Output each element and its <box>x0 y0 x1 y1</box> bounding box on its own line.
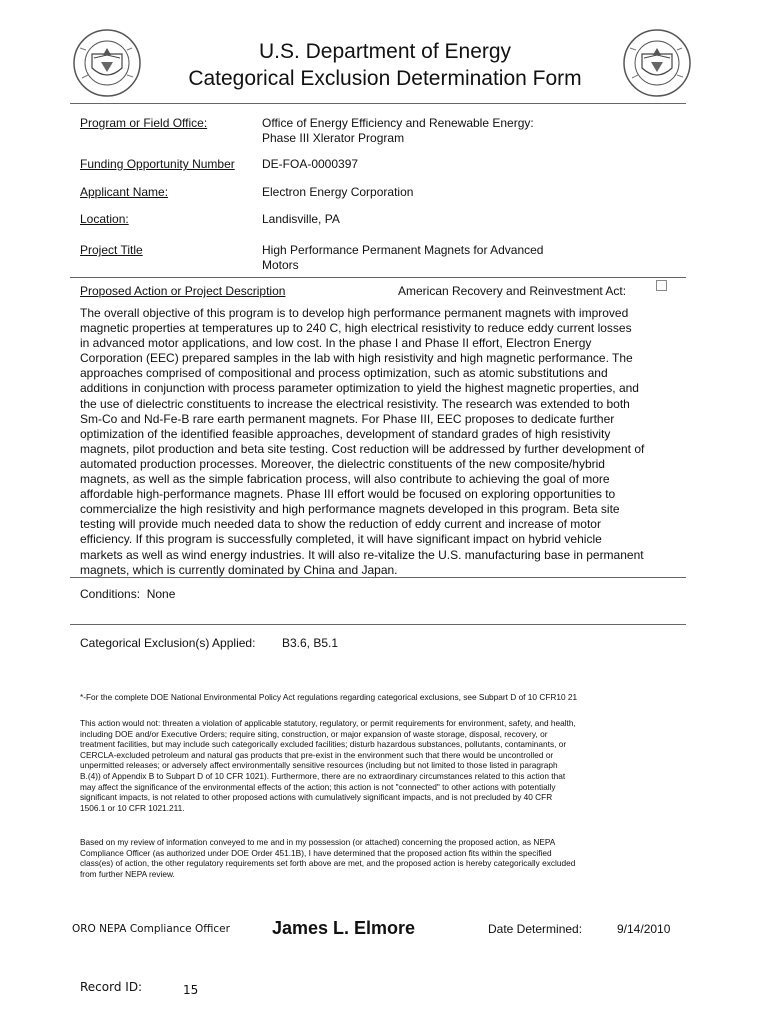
arra-checkbox[interactable] <box>656 280 667 291</box>
fields-divider <box>70 277 686 278</box>
applicant-label: Applicant Name: <box>80 185 169 199</box>
description-line: the use of dielectric constituents to increase the electrical resistivity. The research was extended to both <box>80 396 630 411</box>
action-line: significant impacts, is not related to other proposed actions with cumulatively significant impacts, and is not precluded by 40 CFR <box>80 792 553 803</box>
determination-line: Compliance Officer (as authorized under DOE Order 451.1B), I have determined that the proposed action fits within the specified <box>80 847 552 858</box>
action-statement <box>80 718 692 813</box>
description-line: The overall objective of this program is to develop high performance permanent magnets with improved <box>80 306 629 320</box>
program-label: Program or Field Office: <box>80 116 208 130</box>
project-title-value <box>262 243 592 273</box>
date-determined-value: 9/14/2010 <box>617 922 671 936</box>
description-line: affordable high-performance magnets. Phase III effort would be focused on exploring opportunities to <box>80 487 616 502</box>
action-line: treatment facilities, but may include such categorically excluded facilities; disturb hazardous substances, pollutants, contaminants, or <box>80 739 567 750</box>
action-line: This action would not: threaten a violation of applicable statutory, regulatory, or permit requirements for environment, safety, and health, <box>80 718 576 728</box>
action-line: CERCLA-excluded petroleum and natural gas products that pre-exist in the environment such that there would be uncontrolled or <box>80 749 554 760</box>
officer-label: ORO NEPA Compliance Officer <box>72 923 230 935</box>
determination-line: from further NEPA review. <box>80 868 175 879</box>
header-divider <box>70 103 686 104</box>
description-line: Corporation (EEC) prepared samples in the lab with high resistivity and high magnetic performance. The <box>80 351 633 366</box>
description-line: Sm-Co and Nd-Fe-B rare earth permanent magnets. For Phase III, EEC proposes to dedicate further <box>80 411 615 426</box>
program-value-line-1: Office of Energy Efficiency and Renewable Energy: <box>262 116 534 130</box>
determination-line: class(es) of action, the other regulatory requirements set forth above are met, and the proposed action is hereby categorically excluded <box>80 858 576 869</box>
record-id-label: Record ID: <box>80 980 143 994</box>
applicant-value: Electron Energy Corporation <box>262 185 414 199</box>
location-label: Location: <box>80 212 129 226</box>
description-line: magnets, as well as the simple fabrication process, will also contribute to achieving the goal of more <box>80 472 610 487</box>
officer-signature: James L. Elmore <box>272 918 416 938</box>
description-line: magnets, pilot production and beta site testing. Cost reduction will be addressed by further development of <box>80 441 645 456</box>
title-line-1: U.S. Department of Energy <box>258 40 512 63</box>
project-description <box>80 306 686 578</box>
conditions-label: Conditions: <box>80 587 141 601</box>
location-value: Landisville, PA <box>262 212 340 226</box>
determination-line: Based on my review of information conveyed to me and in my possession (or attached) concerning the proposed action, as NEPA <box>80 837 556 847</box>
program-value <box>262 116 592 146</box>
description-line: testing will provide much needed data to show the reduction of eddy current and increase of motor <box>80 517 601 532</box>
description-line: commercialize the high resistivity and high performance magnets developed in this program. Beta site <box>80 502 620 517</box>
description-line: magnetic properties at temperatures up to 240 C, high electrical resistivity to reduce eddy current losses <box>80 321 632 336</box>
description-line: magnets, which is currently dominated by China and Japan. <box>80 562 398 577</box>
arra-label: American Recovery and Reinvestment Act: <box>398 284 627 298</box>
title-line-2: Categorical Exclusion Determination Form <box>188 67 582 90</box>
funding-value: DE-FOA-0000397 <box>262 157 359 171</box>
description-line: automated production processes. Moreover, the dielectric constituents of the new composite/hybrid <box>80 456 605 471</box>
project-title-line-1: High Performance Permanent Magnets for Advanced <box>262 243 544 257</box>
action-line: may affect the significance of the environmental effects of the action; this action is not "connected" to other actions with potentially <box>80 781 556 792</box>
determination-statement <box>80 837 692 879</box>
program-value-line-2: Phase III Xlerator Program <box>262 131 405 145</box>
description-line: additions in conjunction with process parameter optimization to yield the highest magnetic properties, and <box>80 381 639 396</box>
page-title <box>0 38 770 92</box>
conditions <box>80 587 175 602</box>
date-determined-label: Date Determined: <box>488 922 583 936</box>
action-line: unpermitted releases; or adversely affect environmentally sensitive resources (including but not limited to those listed in paragraph <box>80 760 558 771</box>
description-divider <box>70 577 686 578</box>
description-line: markets as well as wind energy industries. It will also re-vitalize the U.S. manufacturing base in permanent <box>80 547 644 562</box>
project-title-line-2: Motors <box>262 258 299 272</box>
description-line: in advanced motor applications, and low cost. In the phase I and Phase II effort, Electron Energy <box>80 336 592 351</box>
regulation-footnote: *-For the complete DOE National Environmental Policy Act regulations regarding categorical exclusions, see Subpart D of 10 CFR10 21 <box>80 692 578 702</box>
description-line: efficiency. If this program is successfully completed, it will have significant impact on hybrid vehicle <box>80 532 602 547</box>
funding-label: Funding Opportunity Number <box>80 157 235 171</box>
description-line: approaches comprised of compositional and process optimization, such as atomic substitutions and <box>80 366 608 381</box>
conditions-value: None <box>146 587 176 601</box>
conditions-divider <box>70 624 686 625</box>
categorical-exclusion-value: B3.6, B5.1 <box>282 636 339 650</box>
project-title-label: Project Title <box>80 243 143 257</box>
action-line: 1506.1 or 10 CFR 1021.211. <box>80 802 185 813</box>
proposed-action-label: Proposed Action or Project Description <box>80 284 286 298</box>
action-line: including DOE and/or Executive Orders; require siting, construction, or major expansion of waste storage, disposal, recovery, or <box>80 728 548 739</box>
categorical-exclusion-label: Categorical Exclusion(s) Applied: <box>80 636 256 650</box>
description-line: optimization of the identified feasible approaches, development of standard grades of high resistivity <box>80 426 611 441</box>
record-id-value: 15 <box>183 983 199 997</box>
action-line: B.(4)) of Appendix B to Subpart D of 10 CFR 1021). Furthermore, there are no extraordinary circumstances related to this action that <box>80 770 566 781</box>
